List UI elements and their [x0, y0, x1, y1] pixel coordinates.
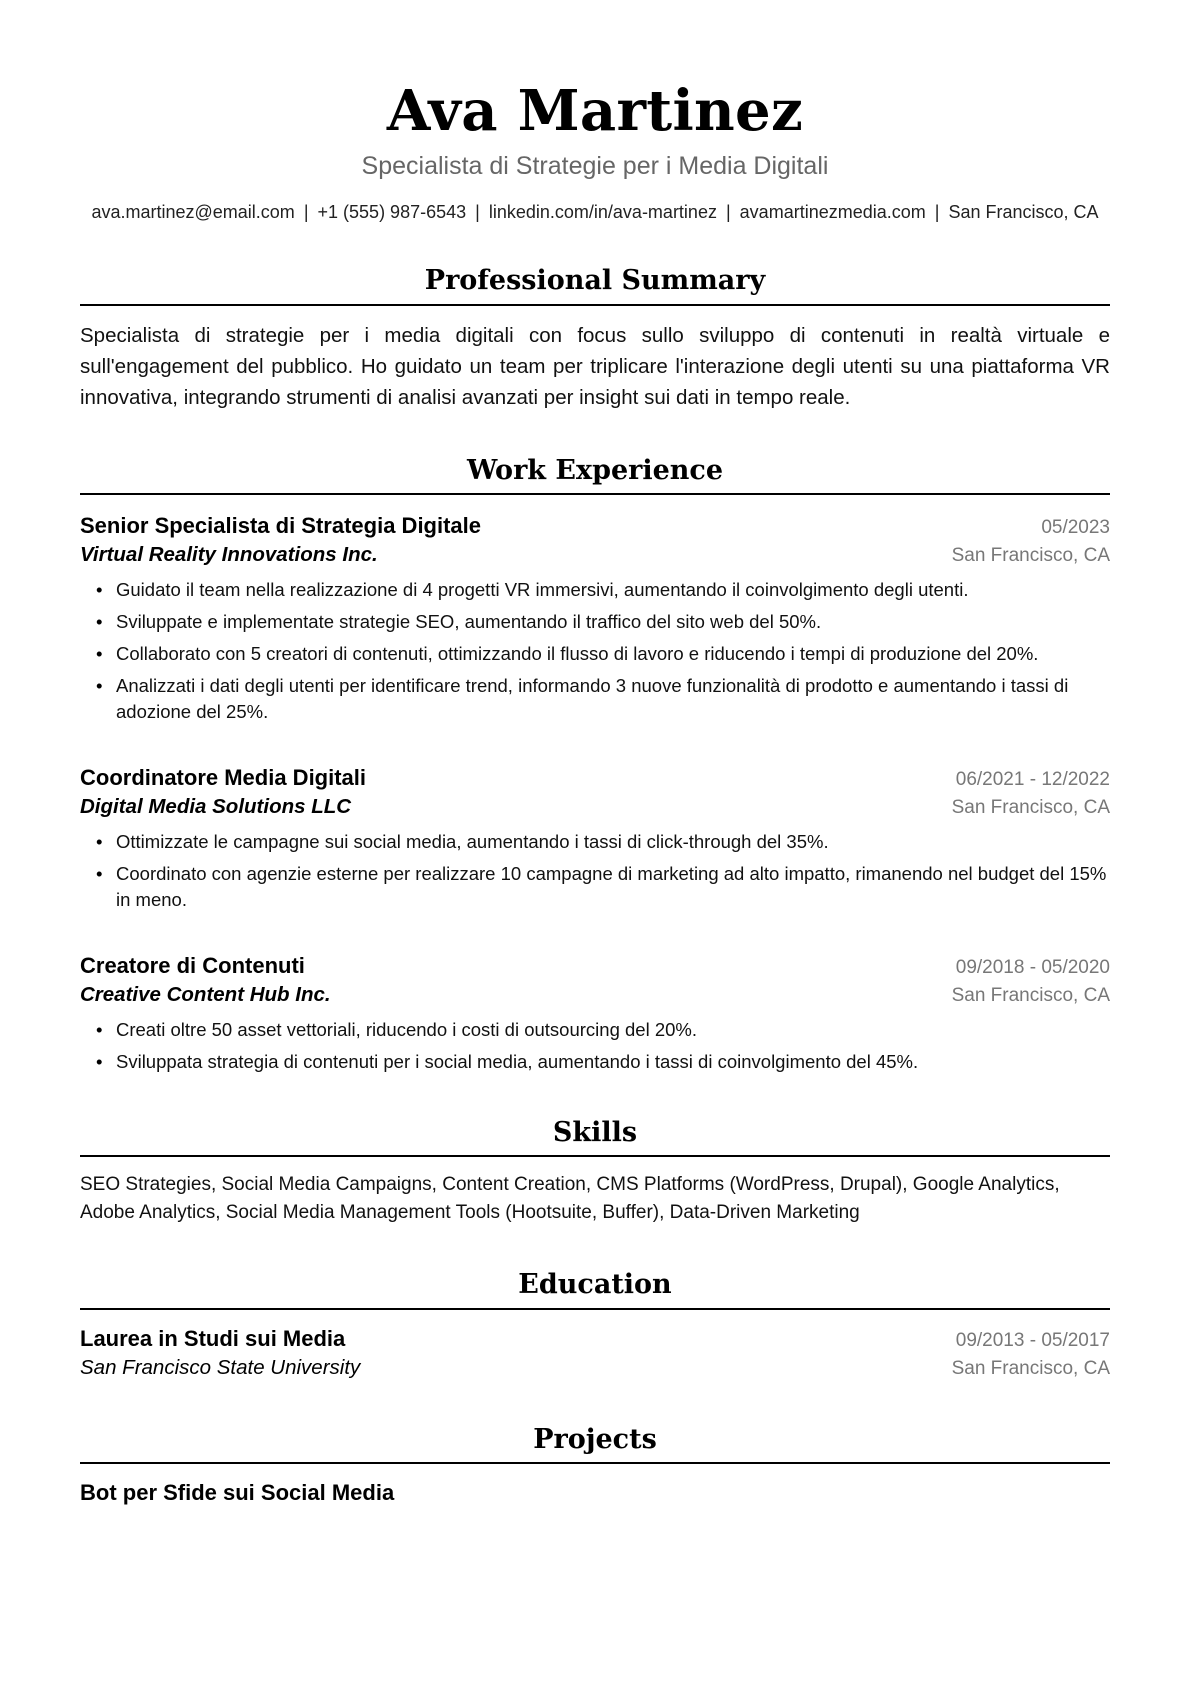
contact-separator: | — [934, 201, 940, 222]
list-item: • Guidato il team nella realizzazione di 4 progetti VR immersivi, aumentando il coinvolgimento degli utenti. — [116, 577, 1110, 603]
summary-section — [80, 265, 1110, 412]
job-title: Creatore di Contenuti — [80, 953, 305, 979]
skills-section — [80, 1117, 1110, 1227]
experience-section — [80, 455, 1110, 1075]
project-entry — [80, 1478, 1110, 1507]
contact-phone[interactable]: +1 (555) 987-6543 — [317, 201, 467, 222]
section-title: Work Experience — [80, 455, 1110, 495]
job-date: 05/2023 — [1041, 517, 1110, 539]
job-date: 09/2018 - 05/2020 — [955, 957, 1110, 979]
list-item: • Sviluppate e implementate strategie SEO, aumentando il traffico del sito web del 50%. — [116, 609, 1110, 635]
candidate-name: Ava Martinez — [386, 78, 804, 144]
skills-text: SEO Strategies, Social Media Campaigns, Content Creation, CMS Platforms (WordPress, Drupal), Google Analytics, Adobe Analytics, Social Media Management Tools (Hootsuite, Buffer), Data-Driven Marketing — [80, 1174, 1060, 1224]
candidate-headline: Specialista di Strategie per i Media Digitali — [361, 151, 829, 180]
list-item: • Creati oltre 50 asset vettoriali, riducendo i costi di outsourcing del 20%. — [116, 1017, 1110, 1043]
job-entry — [80, 763, 1110, 913]
job-company: Creative Content Hub Inc. — [80, 983, 331, 1007]
contact-email[interactable]: ava.martinez@email.com — [91, 201, 295, 222]
job-bullets — [80, 1017, 1110, 1075]
section-title: Skills — [80, 1117, 1110, 1157]
job-title: Senior Specialista di Strategia Digitale — [80, 513, 482, 539]
resume-header — [80, 78, 1110, 223]
school-name: San Francisco State University — [80, 1355, 361, 1379]
education-date: 09/2013 - 05/2017 — [955, 1329, 1110, 1351]
job-bullets — [80, 577, 1110, 725]
education-entry — [80, 1324, 1110, 1382]
contact-line — [75, 201, 1115, 224]
degree-title: Laurea in Studi sui Media — [80, 1325, 346, 1351]
job-location: San Francisco, CA — [951, 545, 1110, 567]
job-location: San Francisco, CA — [951, 797, 1110, 819]
list-item: • Ottimizzate le campagne sui social media, aumentando i tassi di click-through del 35%. — [116, 829, 1110, 855]
contact-separator: | — [475, 201, 480, 222]
list-item: • Analizzati i dati degli utenti per identificare trend, informando 3 nuove funzionalità di prodotto e aumentando i tassi di adozione del 25%. — [116, 673, 1110, 725]
job-entry — [80, 511, 1110, 725]
section-title: Professional Summary — [80, 265, 1110, 305]
list-item: • Sviluppata strategia di contenuti per i social media, aumentando i tassi di coinvolgimento del 45%. — [116, 1049, 1110, 1075]
list-item: • Collaborato con 5 creatori di contenuti, ottimizzando il flusso di lavoro e riducendo i tempi di produzione del 20%. — [116, 641, 1110, 667]
contact-location: San Francisco, CA — [948, 201, 1099, 222]
project-name: Bot per Sfide sui Social Media — [80, 1480, 395, 1506]
contact-separator: | — [725, 201, 731, 222]
section-title: Projects — [80, 1424, 1110, 1464]
job-company: Digital Media Solutions LLC — [80, 795, 352, 819]
job-title: Coordinatore Media Digitali — [80, 765, 367, 791]
job-company: Virtual Reality Innovations Inc. — [80, 543, 378, 567]
job-location: San Francisco, CA — [951, 985, 1110, 1007]
job-bullets — [80, 829, 1110, 913]
contact-website[interactable]: avamartinezmedia.com — [739, 201, 926, 222]
job-entry — [80, 951, 1110, 1075]
education-section — [80, 1269, 1110, 1381]
section-title: Education — [80, 1269, 1110, 1309]
projects-section — [80, 1424, 1110, 1507]
school-location: San Francisco, CA — [951, 1357, 1110, 1379]
list-item: • Coordinato con agenzie esterne per realizzare 10 campagne di marketing ad alto impatto, rimanendo nel budget del 15% in meno. — [116, 861, 1110, 913]
contact-linkedin[interactable]: linkedin.com/in/ava-martinez — [488, 201, 717, 222]
summary-text: Specialista di strategie per i media digitali con focus sullo sviluppo di contenuti in realtà virtuale e sull'engagement del pubblico. Ho guidato un team per triplicare l'interazione degli utenti su una piattaforma VR innovativa, integrando strumenti di analisi avanzati per insight sui dati in tempo reale. — [80, 323, 1110, 409]
contact-separator: | — [303, 201, 309, 222]
job-date: 06/2021 - 12/2022 — [955, 769, 1110, 791]
